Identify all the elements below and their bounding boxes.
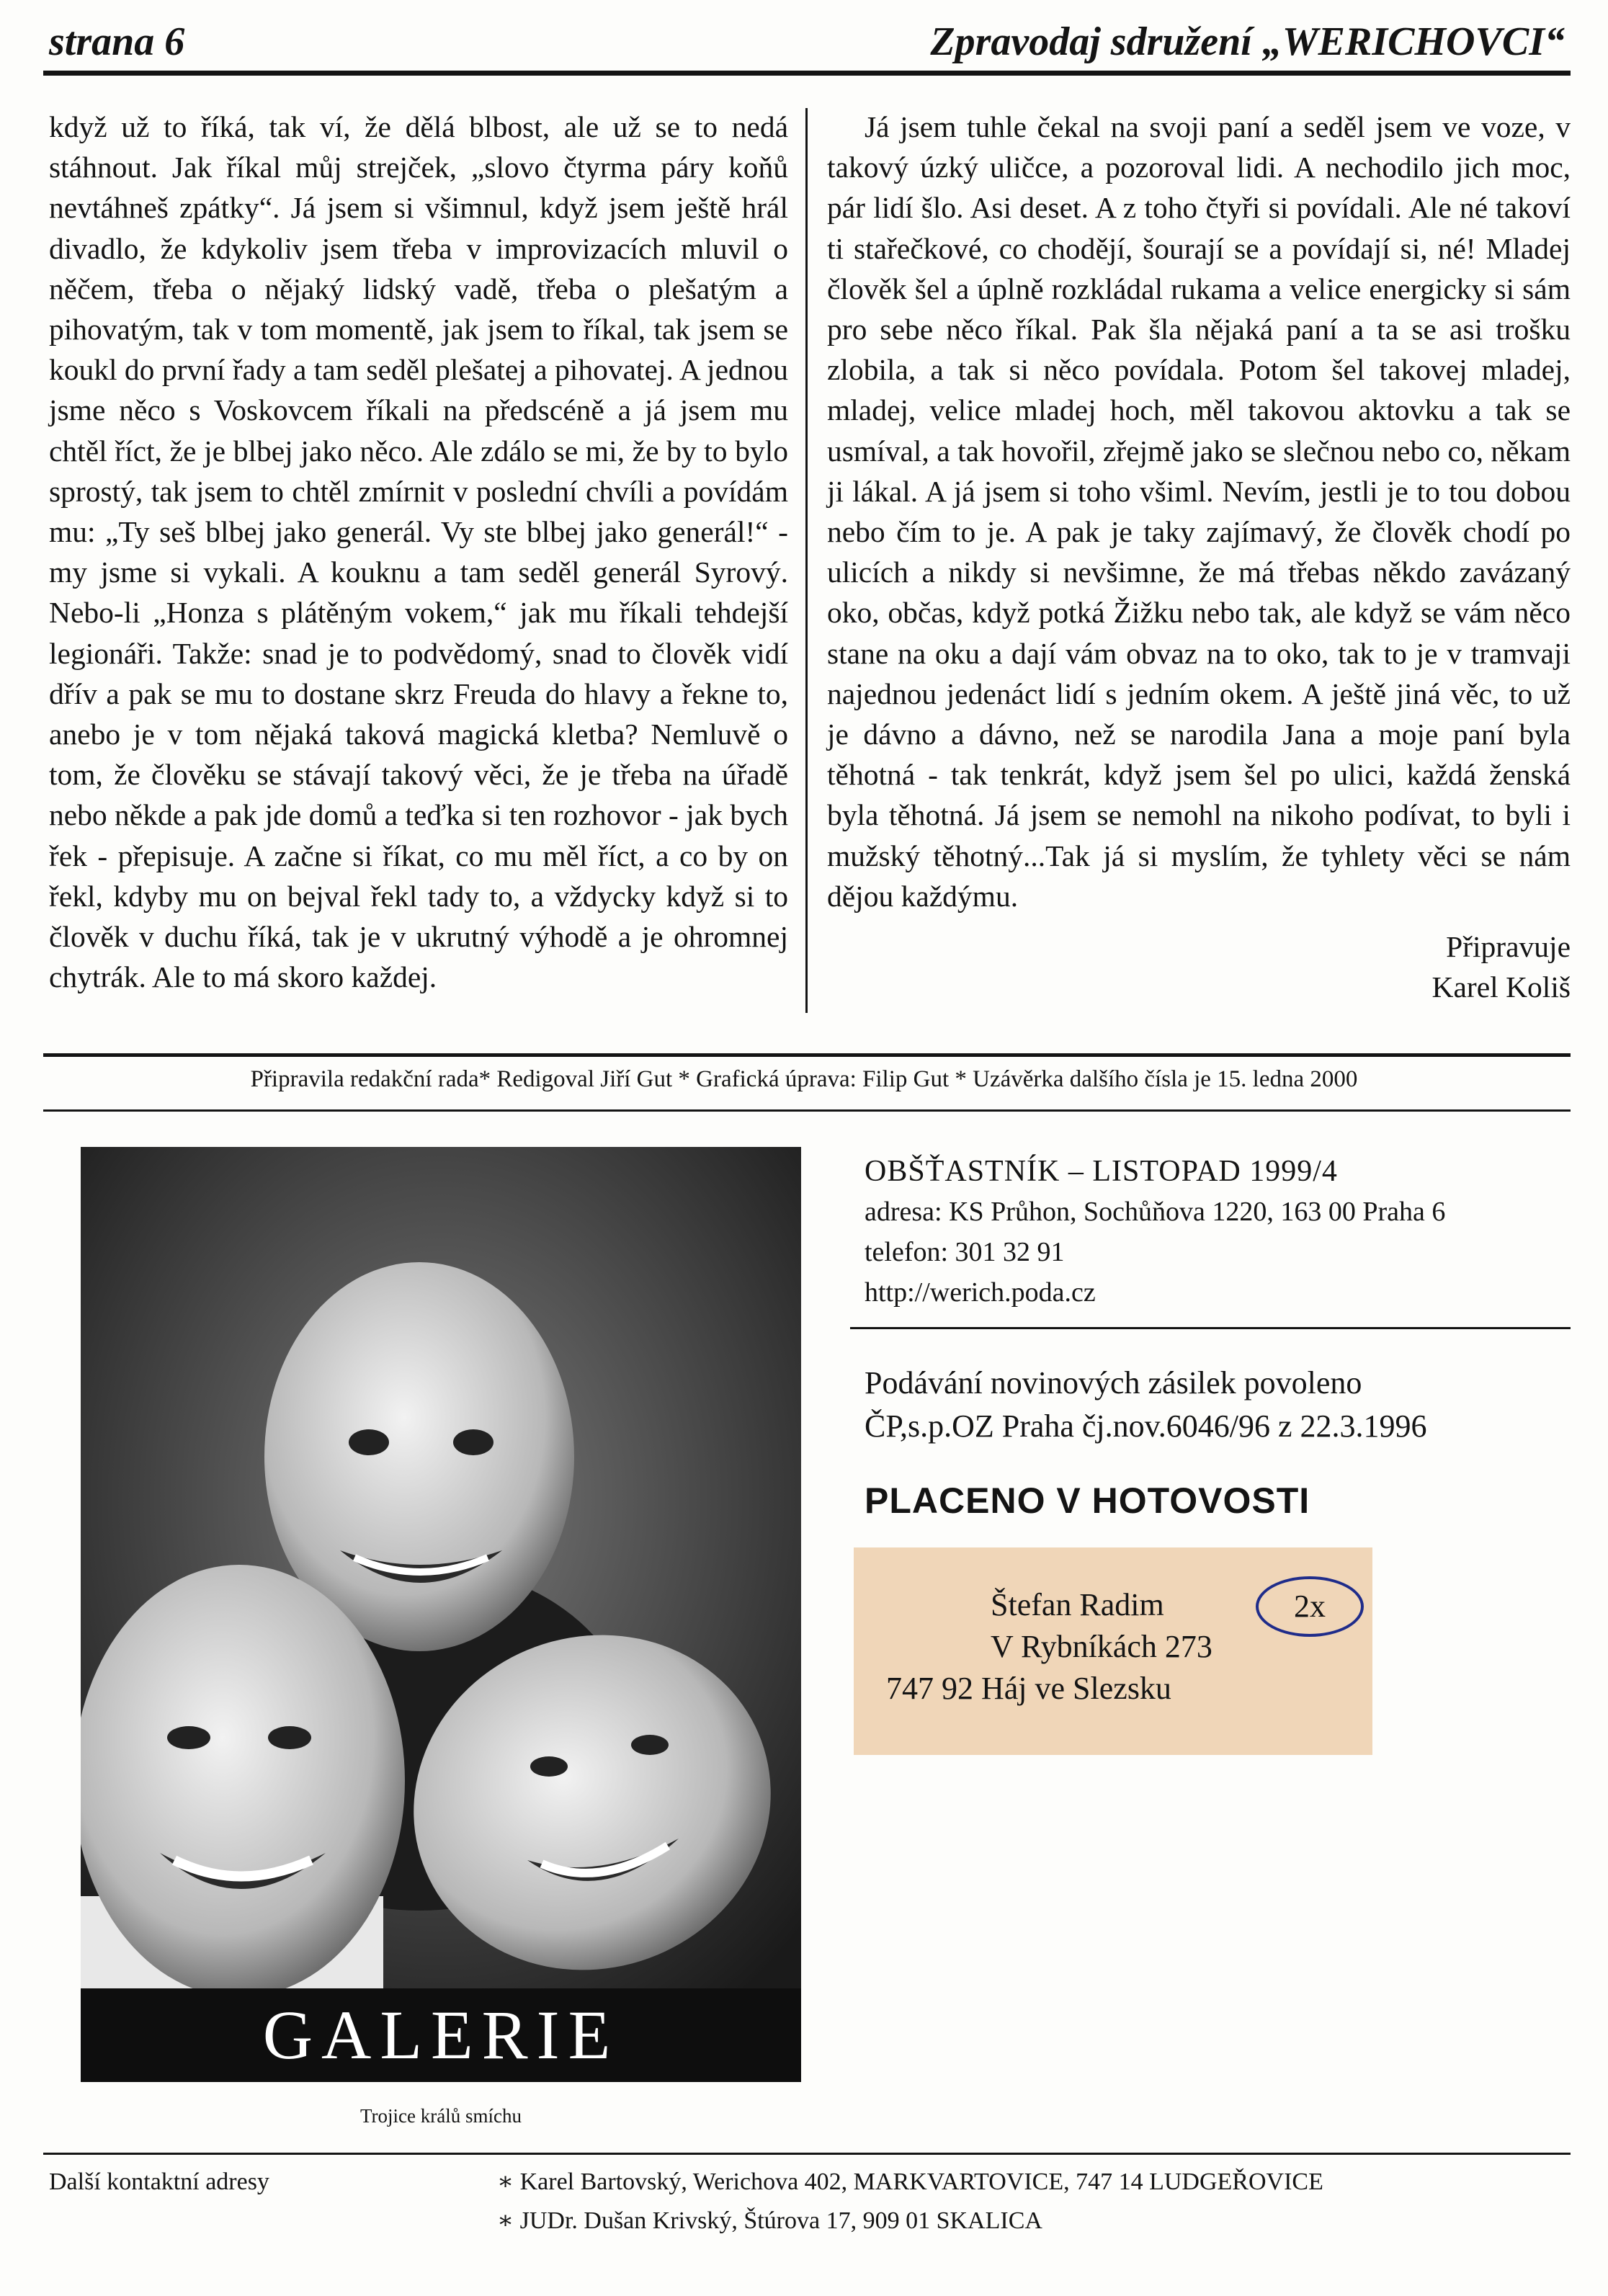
paid-stamp: PLACENO V HOTOVOSTI (865, 1480, 1310, 1521)
signature-name: Karel Koliš (1431, 970, 1571, 1004)
credits-rule (43, 1053, 1571, 1057)
address: adresa: KS Průhon, Sochůňova 1220, 163 00 Praha 6 (865, 1197, 1446, 1227)
credits-line: Připravila redakční rada* Redigoval Jiří Gut * Grafická úprava: Filip Gut * Uzávěrka dalšího čísla je 15. ledna 2000 (250, 1066, 1358, 1092)
recipient-street: V Rybníkách 273 (991, 1629, 1212, 1664)
postal-line-1: Podávání novinových zásilek povoleno (865, 1365, 1362, 1401)
signature-role: Připravuje (1446, 930, 1571, 964)
address-label (854, 1547, 1372, 1755)
right-paragraph: Já jsem tuhle čekal na svoji paní a seděl jsem ve voze, v takový úzký uličce, a pozoroval lidi. A nechodilo jich moc, pár lidí šlo. Asi deset. A z toho čtyři si povídali. Ale né takoví ti stařečkové, co chodějí, šourají se a povídají si, né! Mladej člověk šel a úplně rozkládal rukama a velice energicky si sám pro sebe něco říkal. Pak šla nějaká paní a ta se asi trošku zlobila, a tak si něco povídala. Potom šel takovej mladej, mladej, velice mladej hoch, měl takovou aktovku a tak se usmíval, a tak hovořil, zřejmě jako se slečnou nebo co, někam ji lákal. A já jsem si toho všiml. Nevím, jestli je to tou dobou nebo čím to je. A pak je taky zajímavý, že člověk chodí po ulicích a nikdy si nevšimne, že má třebas někdo zavázaný oko, občas, když potká Žižku nebo tak, ale když se vám něco stane na oku a dají vám obvaz na to oko, tak to je v tramvaji najednou jedenáct lidí s jedním okem. A ještě jiná věc, to už je dávno a dávno, než se narodila Jana a moje paní byla těhotná - tak tenkrát, když jsem šel po ulici, každá ženská byla těhotná. Já jsem se nemohl na nikoho podívat, to byli i mužský těhotný...Tak já si myslím, že tyhlety věci se nám dějou každýmu. (827, 110, 1571, 913)
postal-permit (865, 1362, 1571, 1448)
left-column (49, 107, 788, 997)
three-men-photo (81, 1147, 801, 2027)
copy-count-circle: 2x (1256, 1576, 1364, 1637)
footer-contact: ∗ JUDr. Dušan Krivský, Štúrova 17, 909 01 SKALICA (497, 2207, 1042, 2234)
left-paragraph: když už to říká, tak ví, že dělá blbost, ale už se to nedá stáhnout. Jak říkal můj strejček, „slovo čtyrma páry koňů nevtáhneš zpátky“. Já jsem si všimnul, když jsem ještě hrál divadlo, že kdykoliv jsem třeba v improvizacích mluvil o něčem, třeba o nějaký lidský vadě, třeba o plešatým a pihovatým, tak v tom momentě, jak jsem to říkal, tak jsem se koukl do první řady a tam seděl plešatej a pihovatej. A jednou jsme něco s Voskovcem říkali na předscéně a já jsem mu chtěl říct, že je blbej jako něco. Ale zdálo se mi, že by to bylo sprostý, tak jsem to chtěl zmírnit v poslední chvíli a povídám mu: „Ty seš blbej jako generál. Vy ste blbej jako generál!“ - my jsme si vykali. A kouknu a tam seděl generál Syrový. Nebo-li „Honza s plátěným vokem,“ jak mu říkali tehdejší legionáři. Takže: snad je to podvědomý, snad to člověk vidí dřív a pak se mu to dostane skrz Freuda do hlavy a řekne to, anebo je v tom nějaká taková magická kletba? Nemluvě o tom, že člověku se stávají takový věci, že je třeba na úřadě nebo někde a pak jde domů a teďka si ten rozhovor - jak bych řek - přepisuje. A začne si říkat, co mu měl říct, a co by on řekl, kdyby mu on bejval řekl tady to, a vždycky když si to člověk v duchu říká, tak je v ukrutný výhodě a je ohromnej chytrák. Ale to má skoro každej. (49, 110, 788, 994)
page-number: strana 6 (49, 19, 185, 64)
recipient-city: 747 92 Háj ve Slezsku (886, 1671, 1171, 1706)
footer-label: Další kontaktní adresy (49, 2168, 269, 2195)
recipient-name: Štefan Radim (991, 1587, 1164, 1622)
phone: telefon: 301 32 91 (865, 1237, 1065, 1267)
signature (827, 926, 1571, 1007)
publication-title: Zpravodaj sdružení „WERICHOVCI“ (930, 19, 1565, 64)
issue-title: OBŠŤASTNÍK – LISTOPAD 1999/4 (865, 1155, 1338, 1188)
footer-rule (43, 2153, 1571, 2155)
gallery-caption: Trojice králů smíchu (360, 2105, 522, 2127)
gallery-photo (81, 1147, 801, 2027)
postal-line-2: ČP,s.p.OZ Praha čj.nov.6046/96 z 22.3.1996 (865, 1408, 1427, 1444)
header-rule (43, 71, 1571, 76)
column-divider (805, 108, 808, 1013)
right-column (827, 107, 1571, 1007)
footer-contact: ∗ Karel Bartovský, Werichova 402, MARKVARTOVICE, 747 14 LUDGEŘOVICE (497, 2168, 1323, 2195)
info-rule (850, 1327, 1571, 1329)
website-link[interactable]: http://werich.poda.cz (865, 1277, 1096, 1308)
publication-info (865, 1151, 1571, 1313)
credits-bottom-rule (43, 1109, 1571, 1112)
gallery-banner: GALERIE (81, 1988, 801, 2082)
